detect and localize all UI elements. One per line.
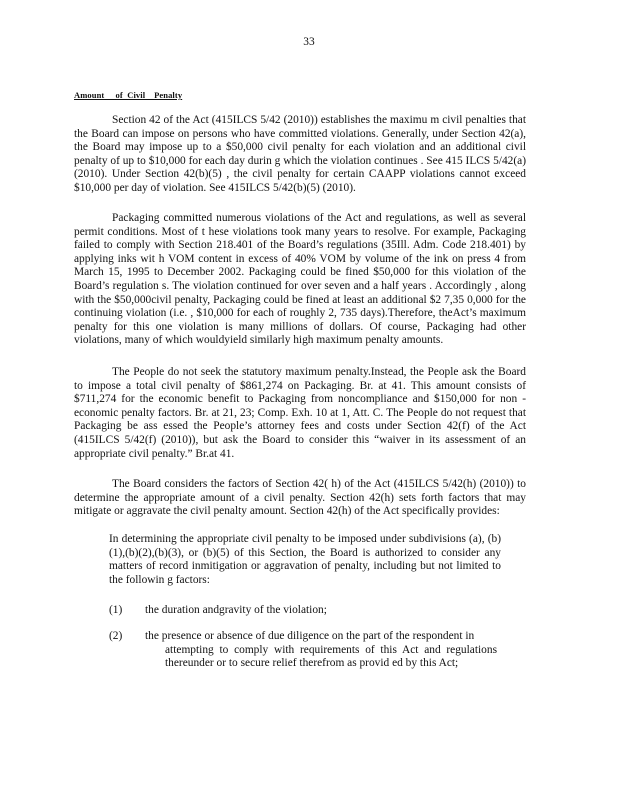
page-number: 33 [303, 36, 315, 48]
factor-number: (2) [109, 630, 123, 642]
section-heading: Amount of Civil Penalty [74, 90, 183, 100]
factor-body [145, 630, 497, 671]
paragraph-board-factors: The Board considers the factors of Section 42( h) of the Act (415ILCS 5/42(h) (2010)) to determine the appropriate amount of a civil penalty. Section 42(h) sets forth factors that may mitigate or aggravate the civil penalty amount. Section 42(h) of the Act specifically provides: [74, 478, 526, 518]
factor-text: the presence or absence of due diligence on the part of the respondent in [145, 630, 475, 642]
statutory-quote: In determining the appropriate civil penalty to be imposed under subdivisions (a), (b)(1),(b)(2),(b)(3), or (b)(5) of this Section, the Board is authorized to consider any matters of record inmitigation or aggravation of penalty, including but not limited to the followin g factors: [109, 533, 501, 586]
factor-text: the duration andgravity of the violation; [145, 604, 327, 616]
factor-number: (1) [109, 604, 123, 616]
paragraph-statutory-penalties: Section 42 of the Act (415ILCS 5/42 (2010)) establishes the maximu m civil penalties that the Board can impose on persons who have committed violations. Generally, under Section 42(a), the Board may impose up to a $50,000 civil penalty for each violation and an additional civil penalty of up to $10,000 for each day durin g which the violation continues . See 415 ILCS 5/42(a) (2010). Under Section 42(b)(5) , the civil penalty for certain CAAPP violations cannot exceed $10,000 per day of violation. See 415ILCS 5/42(b)(5) (2010). [74, 114, 526, 194]
paragraph-packaging-violations: Packaging committed numerous violations of the Act and regulations, as well as several permit conditions. Most of t hese violations took many years to resolve. For example, Packaging failed to comply with Section 218.401 of the Board’s regulations (35Ill. Adm. Code 218.401) by applying inks wit h VOM content in excess of 40% VOM by volume of the ink on press 4 from March 15, 1995 to December 2002. Packaging could be fined $50,000 for this violation of the Board’s regulation s. The violation continued for over seven and a half years . Accordingly , along with the $50,000civil penalty, Packaging could be fined at least an additional $2 7,35 0,000 for the continuing violation (i.e. , $10,000 for each of roughly 2, 735 days).Therefore, theAct’s maximum penalty for this one violation is many millions of dollars. Of course, Packaging had other violations, many of which wouldyield similarly high maximum penalty amounts. [74, 212, 526, 347]
factor-text-continued: attempting to comply with requirements of this Act and regulations thereunder or to secure relief therefrom as provid ed by this Act; [165, 643, 497, 670]
paragraph-people-request: The People do not seek the statutory maximum penalty.Instead, the People ask the Board to impose a total civil penalty of $861,274 on Packaging. Br. at 41. This amount consists of $711,274 for the economic benefit to Packaging from noncompliance and $150,000 for non - economic penalty factors. Br. at 21, 23; Comp. Exh. 10 at 1, Att. C. The People do not request that Packaging be ass essed the People’s attorney fees and costs under Section 42(f) of the Act (415ILCS 5/42(f) (2010)), but ask the Board to consider this “waiver in its assessment of an appropriate civil penalty.” Br.at 41. [74, 366, 526, 460]
